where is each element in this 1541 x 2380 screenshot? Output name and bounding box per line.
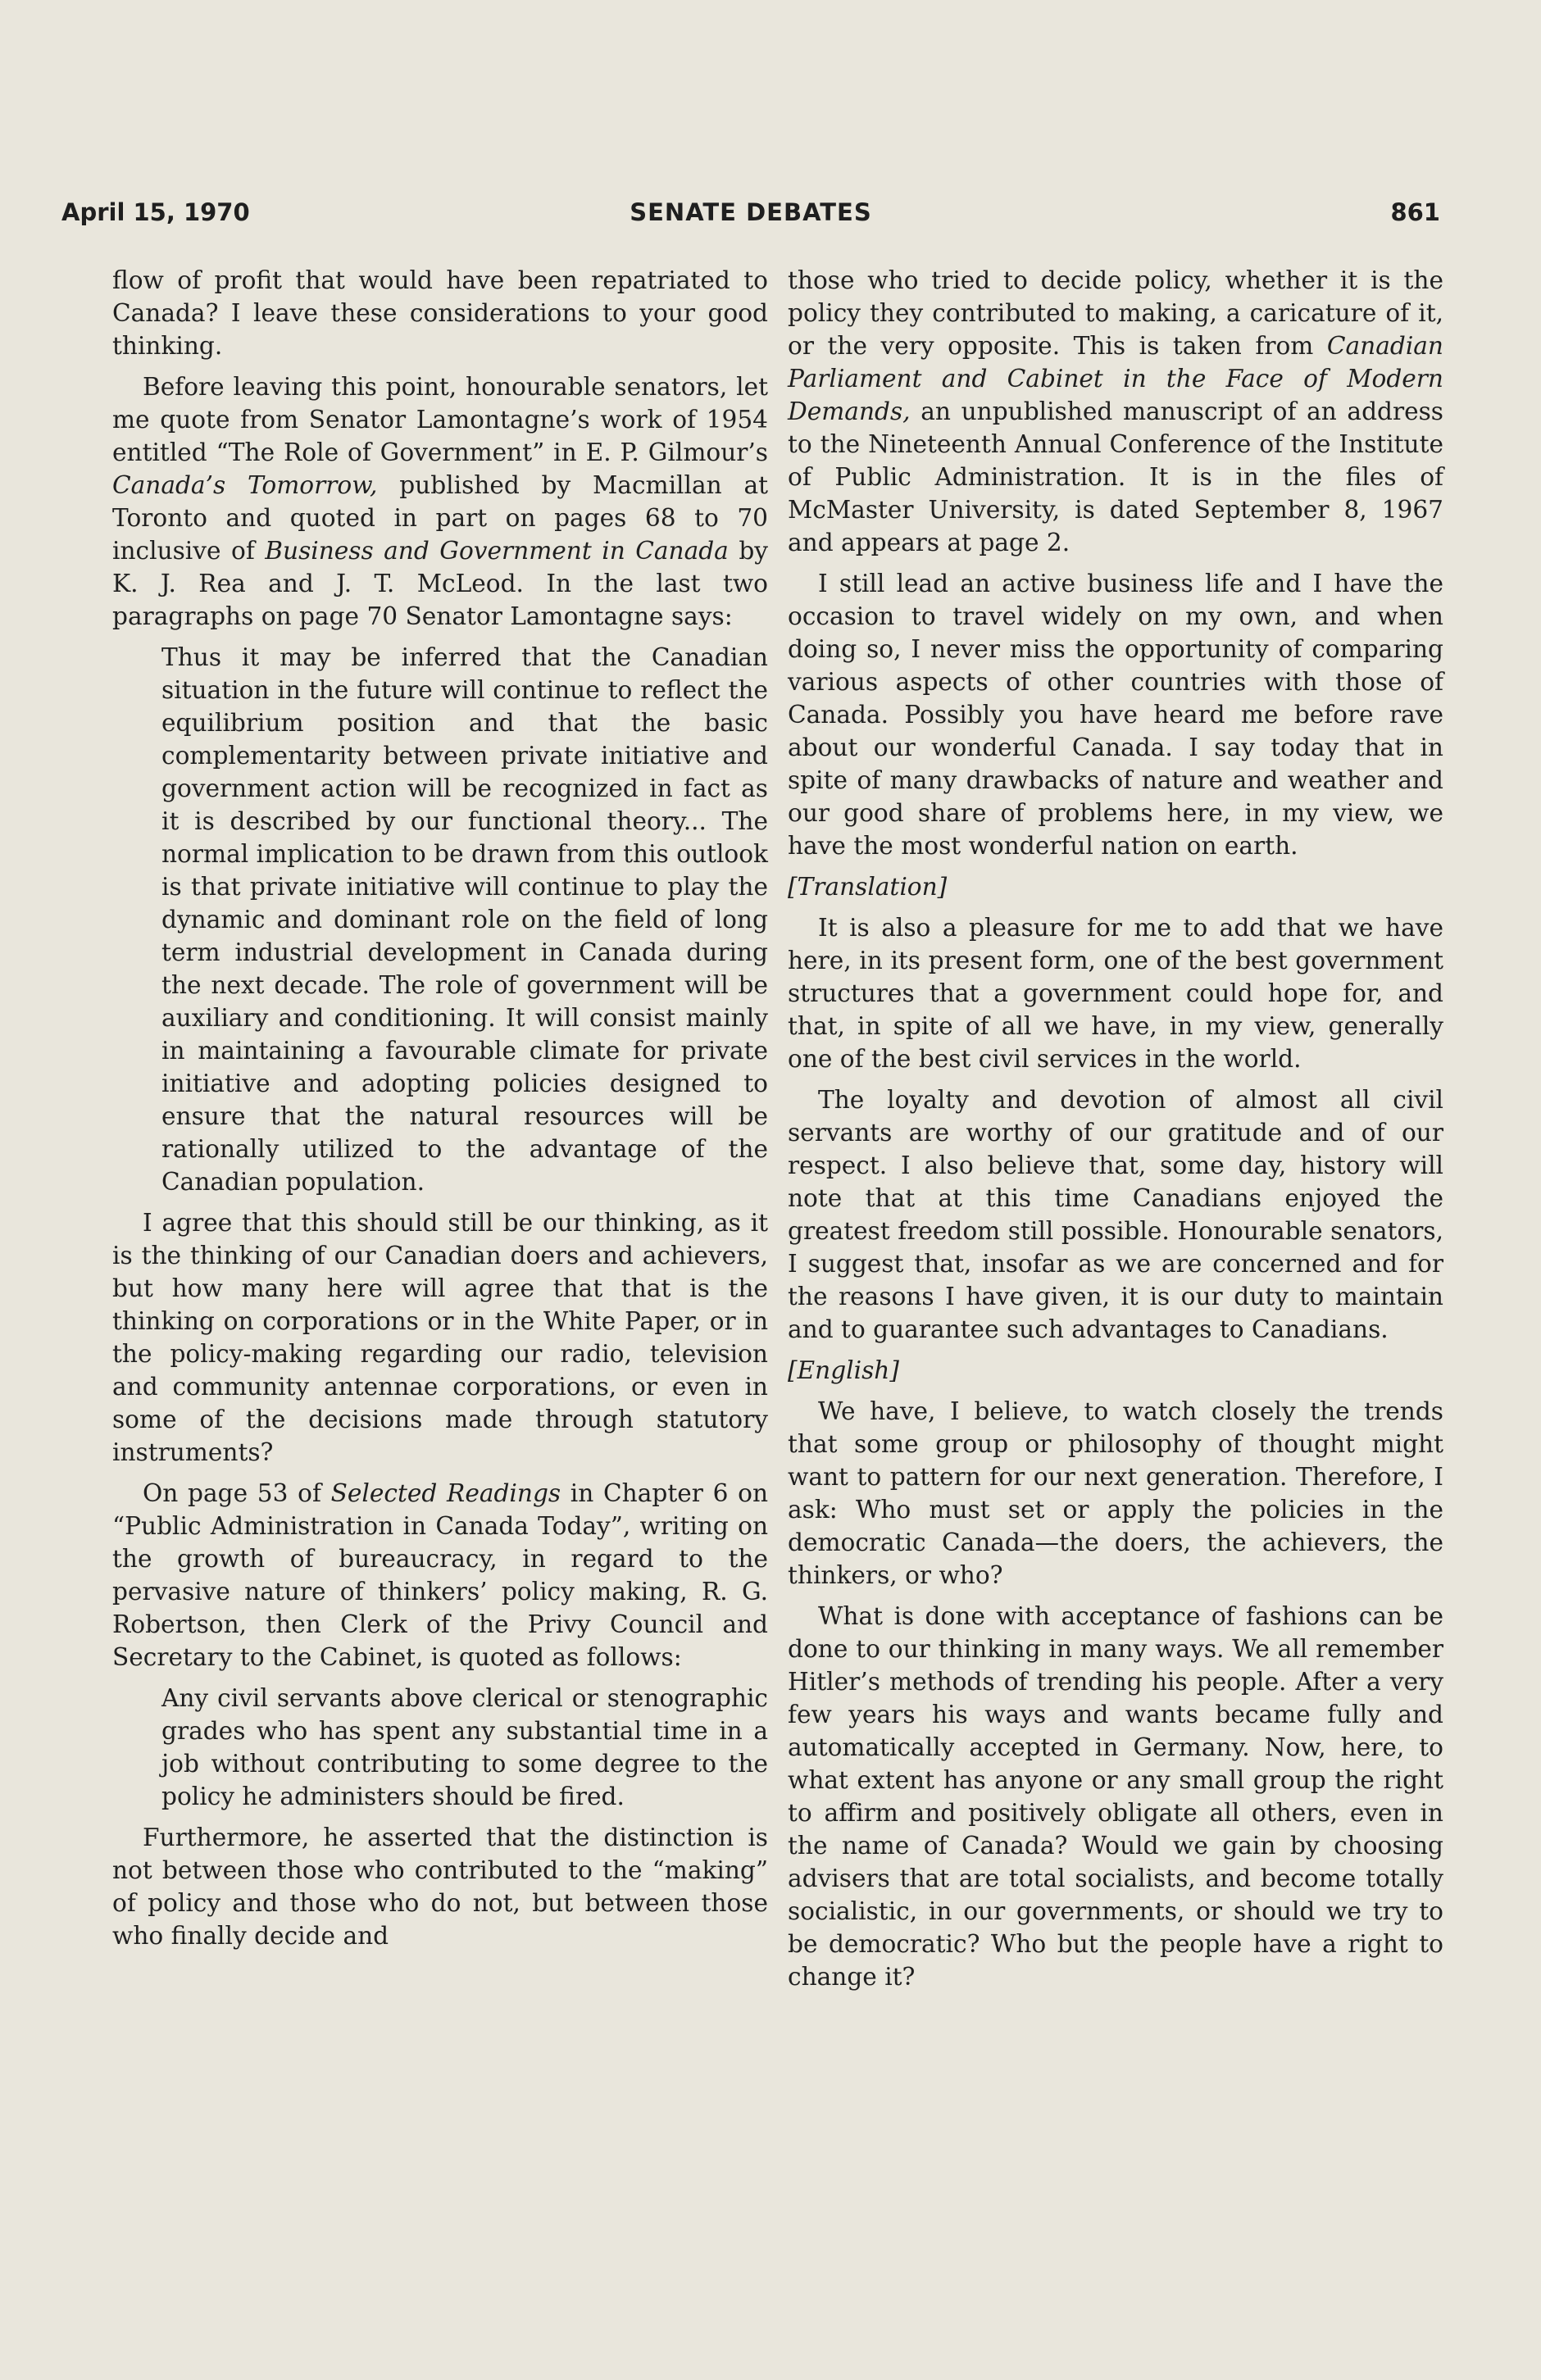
header-date: April 15, 1970: [61, 198, 250, 226]
paragraph: flow of profit that would have been repatriated to Canada? I leave these considerations to your good thinking.: [112, 266, 768, 360]
paragraph: On page 53 of Selected Readings in Chapter 6 on “Public Administration in Canada Today”, writing on the growth of bureaucracy, in regard to the pervasive nature of thinkers’ policy making, R. G. Robertson, then Clerk of the Privy Council and Secretary to the Cabinet, is quoted as follows:: [112, 1479, 769, 1671]
left-column: [112, 264, 768, 1960]
paragraph: those who tried to decide policy, whether it is the policy they contributed to making, a caricature of it, or the very opposite. This is taken from Canadian Parliament and Cabinet in the Face of Modern Demands, an unpublished manuscript of an address to the Nineteenth Annual Conference of the Institute of Public Administration. It is in the files of McMaster University, is dated September 8, 1967 and appears at page 2.: [788, 266, 1443, 556]
paragraph: What is done with acceptance of fashions can be done to our thinking in many ways. We all remember Hitler’s methods of trending his people. After a very few years his ways and wants became fully and automatically accepted in Germany. Now, here, to what extent has anyone or any small group the right to affirm and positively obligate all others, even in the name of Canada? Would we gain by choosing advisers that are total socialists, and become totally socialistic, in our governments, or should we try to be democratic? Who but the people have a right to change it?: [788, 1602, 1443, 1991]
paragraph: Before leaving this point, honourable senators, let me quote from Senator Lamontagne’s work of 1954 entitled “The Role of Government” in E. P. Gilmour’s Canada’s Tomorrow, published by Macmillan at Toronto and quoted in part on pages 68 to 70 inclusive of Business and Government in Canada by K. J. Rea and J. T. McLeod. In the last two paragraphs on page 70 Senator Lamontagne says:: [112, 373, 768, 630]
paragraph: Furthermore, he asserted that the distinction is not between those who contributed to the “making” of policy and those who do not, but between those who finally decide and: [112, 1824, 768, 1950]
section-label-english: [English]: [788, 1356, 899, 1384]
section-label-translation: [Translation]: [788, 873, 948, 901]
paragraph: It is also a pleasure for me to add that we have here, in its present form, one of the best government structures that a government could hope for, and that, in spite of all we have, in my view, generally one of the best civil services in the world.: [788, 914, 1443, 1073]
page-number: 861: [1390, 198, 1440, 226]
paragraph: I still lead an active business life and I have the occasion to travel widely on my own, and when doing so, I never miss the opportunity of comparing various aspects of other countries with those of Canada. Possibly you have heard me before rave about our wonderful Canada. I say today that in spite of many drawbacks of nature and weather and our good share of problems here, in my view, we have the most wonderful nation on earth.: [788, 570, 1443, 860]
block-quote: Thus it may be inferred that the Canadian situation in the future will continue to reflect the equilibrium position and that the basic complementarity between private initiative and government action will be recognized in fact as it is described by our functional theory... The normal implication to be drawn from this outlook is that private initiative will continue to play the dynamic and dominant role on the field of long term industrial development in Canada during the next decade. The role of government will be auxiliary and conditioning. It will consist mainly in maintaining a favourable climate for private initiative and adopting policies designed to ensure that the natural resources will be rationally utilized to the advantage of the Canadian population.: [161, 643, 768, 1196]
paragraph: The loyalty and devotion of almost all civil servants are worthy of our gratitude and of our respect. I also believe that, some day, history will note that at this time Canadians enjoyed the greatest freedom still possible. Honourable senators, I suggest that, insofar as we are concerned and for the reasons I have given, it is our duty to maintain and to guarantee such advantages to Canadians.: [788, 1086, 1443, 1343]
block-quote: Any civil servants above clerical or stenographic grades who has spent any substantial time in a job without contributing to some degree to the policy he administers should be fired.: [161, 1684, 768, 1810]
paragraph: I agree that this should still be our thinking, as it is the thinking of our Canadian doers and achievers, but how many here will agree that that is the thinking on corporations or in the White Paper, or in the policy-making regarding our radio, television and community antennae corporations, or even in some of the decisions made through statutory instruments?: [112, 1209, 768, 1466]
right-column: [788, 264, 1443, 2001]
page-header: [61, 198, 1440, 231]
header-title: SENATE DEBATES: [630, 198, 872, 226]
paragraph: We have, I believe, to watch closely the trends that some group or philosophy of thought might want to pattern for our next generation. Therefore, I ask: Who must set or apply the policies in the democratic Canada—the doers, the achievers, the thinkers, or who?: [788, 1397, 1443, 1589]
